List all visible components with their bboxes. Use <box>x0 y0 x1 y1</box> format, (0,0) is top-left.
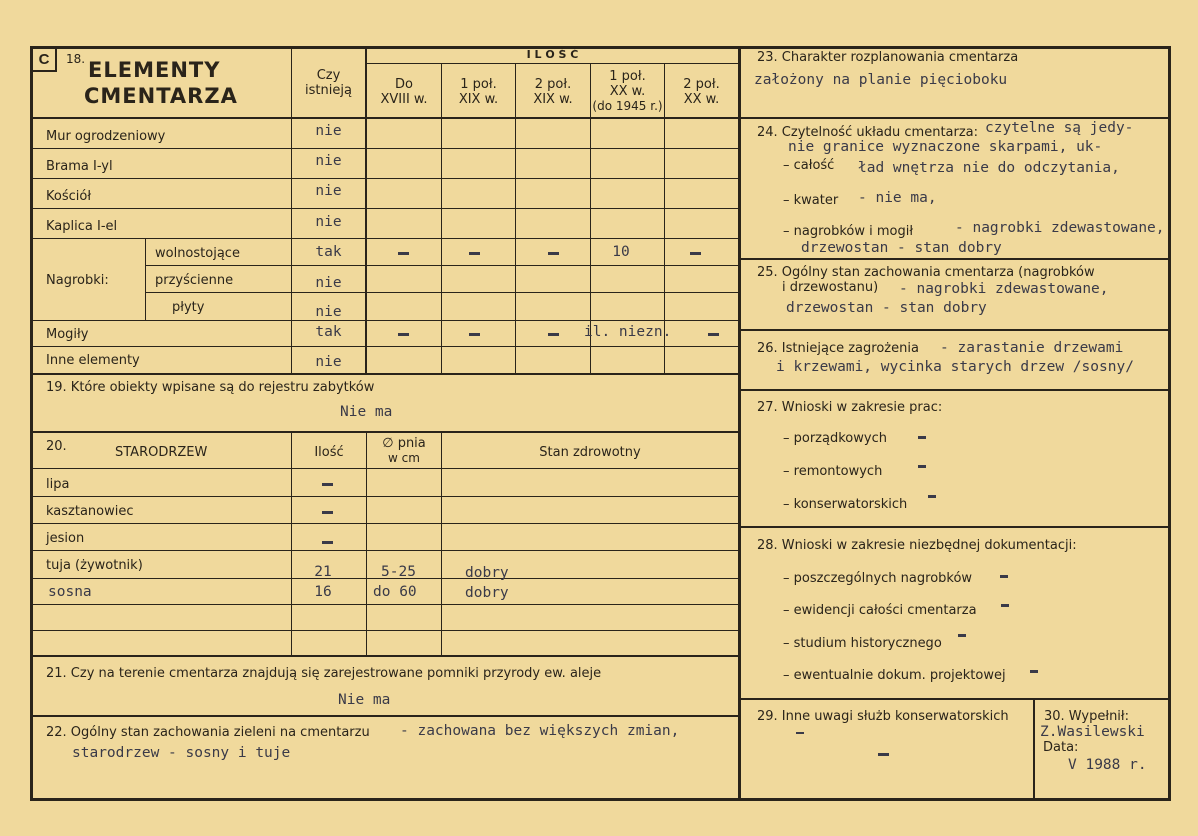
period-1-l1: Do <box>395 77 413 92</box>
row-label-mur: Mur ogrodzeniowy <box>46 129 166 144</box>
s20-col-diam-l2: w cm <box>388 451 420 465</box>
s28-value-2 <box>1001 604 1009 607</box>
s21-value: Nie ma <box>338 692 391 708</box>
period-5-l2: XX w. <box>683 92 720 107</box>
s27-item-1: – porządkowych <box>783 431 887 446</box>
s24-nagrobkow-value: - nagrobki zdewastowane, <box>955 220 1165 236</box>
tree-qty-kasztanowiec <box>322 511 333 514</box>
dash-mogily-p1 <box>398 333 409 336</box>
vline <box>291 431 292 655</box>
period-2-l1: 1 poł. <box>460 77 497 92</box>
s25-label-1: 25. Ogólny stan zachowania cmentarza (nagrobków <box>757 265 1095 280</box>
row-label-plyty: płyty <box>172 300 205 315</box>
sep-25 <box>738 329 1170 331</box>
tree-qty-jesion <box>322 541 333 544</box>
sep-19 <box>30 373 738 375</box>
s28-item-3: – studium historycznego <box>783 636 942 651</box>
s23-value: założony na planie pięcioboku <box>754 72 1008 88</box>
value-przyscienne: nie <box>315 275 342 291</box>
sep-row <box>30 208 738 209</box>
dash-mogily-p2 <box>469 333 480 336</box>
s29-label: 29. Inne uwagi służb konserwatorskich <box>757 709 1009 724</box>
s25-label-2: i drzewostanu) <box>782 280 879 295</box>
sep-23 <box>738 117 1170 119</box>
s24-kwater-value: - nie ma, <box>858 190 937 206</box>
s22-label: 22. Ogólny stan zachowania zieleni na cmentarzu <box>46 725 370 740</box>
tree-qty-lipa <box>322 483 333 486</box>
tree-health-sosna: dobry <box>465 585 509 601</box>
s19-value: Nie ma <box>340 404 393 420</box>
s27-value-2 <box>918 465 926 468</box>
vline <box>145 238 146 320</box>
tree-qty-tuja: 21 <box>314 564 332 580</box>
s24-value-3: ład wnętrza nie do odczytania, <box>858 160 1120 176</box>
sep-21 <box>30 655 738 657</box>
sep-row <box>30 148 738 149</box>
s26-label: 26. Istniejące zagrożenia <box>757 341 919 356</box>
sep-row <box>30 604 738 605</box>
vline <box>441 63 442 373</box>
frame-left <box>30 46 33 800</box>
s24-value-4: drzewostan - stan dobry <box>801 240 1002 256</box>
vline <box>441 431 442 655</box>
row-label-inne: Inne elementy <box>46 353 140 368</box>
s24-kwater-label: – kwater <box>783 193 839 208</box>
period-4-l2: XX w. <box>609 84 646 99</box>
nagrobki-label: Nagrobki: <box>46 273 109 288</box>
row-label-kaplica: Kaplica I-el <box>46 219 118 234</box>
sep-row <box>30 496 738 497</box>
s30-name: Z.Wasilewski <box>1040 724 1145 740</box>
col-exists-l1: Czy <box>316 68 341 83</box>
s29-mark <box>796 732 804 734</box>
dash-mogily-p3 <box>548 333 559 336</box>
dash-wolno-p3 <box>548 252 559 255</box>
sep-24 <box>738 258 1170 260</box>
col-exists-l2: istnieją <box>305 83 352 98</box>
c-mark: C <box>33 49 57 72</box>
tree-name-tuja: tuja (żywotnik) <box>46 558 143 573</box>
s23-label: 23. Charakter rozplanowania cmentarza <box>757 50 1019 65</box>
value-brama: nie <box>315 153 342 169</box>
value-plyty: nie <box>315 304 342 320</box>
sep-row <box>30 346 738 347</box>
tree-name-sosna: sosna <box>48 584 92 600</box>
value-mur: nie <box>315 123 342 139</box>
value-inne: nie <box>315 354 342 370</box>
tree-health-tuja: dobry <box>465 565 509 581</box>
row-label-mogily: Mogiły <box>46 327 89 342</box>
sep-20 <box>30 431 738 433</box>
row-label-wolnostojace: wolnostojące <box>155 246 240 261</box>
s25-value-1: - nagrobki zdewastowane, <box>899 281 1109 297</box>
period-3-l1: 2 poł. <box>534 77 572 92</box>
sep-row <box>30 630 738 631</box>
value-kosciol: nie <box>315 183 342 199</box>
s28-label: 28. Wnioski w zakresie niezbędnej dokumentacji: <box>757 538 1077 553</box>
sep-row <box>30 178 738 179</box>
sep-row <box>30 238 738 239</box>
s24-value-2: nie granice wyznaczone skarpami, uk- <box>788 139 1103 155</box>
frame-bottom <box>30 798 1171 801</box>
sep-row <box>30 550 738 551</box>
section-18-number: 18. <box>66 52 86 66</box>
period-4-l3: (do 1945 r.) <box>592 99 663 113</box>
s19-label: 19. Które obiekty wpisane są do rejestru zabytków <box>46 380 375 395</box>
tree-diam-sosna: do 60 <box>373 584 417 600</box>
period-5-l1: 2 poł. <box>683 77 720 92</box>
s28-value-3 <box>958 634 966 637</box>
vline-29-30 <box>1033 698 1035 801</box>
s28-value-1 <box>1000 575 1008 578</box>
s28-item-4: – ewentualnie dokum. projektowej <box>783 668 1006 683</box>
value-wolno-p4: 10 <box>612 244 630 260</box>
dash-wolno-p1 <box>398 252 409 255</box>
period-4-l1: 1 poł. <box>609 69 646 84</box>
s27-label: 27. Wnioski w zakresie prac: <box>757 400 943 415</box>
tree-diam-tuja: 5-25 <box>381 564 416 580</box>
sep-27 <box>738 526 1170 528</box>
ilosc-heading: I L O Ś Ć <box>526 48 579 61</box>
s25-value-2: drzewostan - stan dobry <box>786 300 987 316</box>
s20-title: STARODRZEW <box>115 445 208 460</box>
s30-date: V 1988 r. <box>1068 757 1147 773</box>
tree-qty-sosna: 16 <box>314 584 332 600</box>
s27-value-1 <box>918 436 926 439</box>
period-1-l2: XVIII w. <box>380 92 428 107</box>
s28-item-1: – poszczególnych nagrobków <box>783 571 973 586</box>
sep-row <box>30 468 738 469</box>
s22-value-2: starodrzew - sosny i tuje <box>72 745 291 761</box>
s26-value-1: - zarastanie drzewami <box>940 340 1124 356</box>
dash-wolno-p2 <box>469 252 480 255</box>
tree-name-lipa: lipa <box>46 477 70 492</box>
s28-value-4 <box>1030 670 1038 673</box>
s28-item-2: – ewidencji całości cmentarza <box>783 603 977 618</box>
s20-col-qty: Ilość <box>314 445 344 460</box>
row-label-brama: Brama I-yl <box>46 159 113 174</box>
s30-label: 30. Wypełnił: <box>1044 709 1129 724</box>
title-line1: ELEMENTY <box>88 58 221 82</box>
s20-number: 20. <box>46 439 67 454</box>
value-kaplica: nie <box>315 214 342 230</box>
sep-header <box>30 117 738 119</box>
value-mogily: tak <box>315 324 342 340</box>
sep-26 <box>738 389 1170 391</box>
s26-value-2: i krzewami, wycinka starych drzew /sosny/ <box>776 359 1134 375</box>
row-label-kosciol: Kościół <box>46 189 92 204</box>
value-mogily-p4: il. niezn. <box>584 324 672 340</box>
s24-label: 24. Czytelność układu cmentarza: <box>757 125 979 140</box>
s29-value <box>878 753 889 756</box>
value-wolnostojace: tak <box>315 244 342 260</box>
dash-wolno-p5 <box>690 252 701 255</box>
s20-col-diam-l1: ∅ pnia <box>382 436 426 451</box>
vline <box>515 63 516 373</box>
s27-item-2: – remontowych <box>783 464 883 479</box>
s30-date-label: Data: <box>1043 740 1079 755</box>
dash-mogily-p5 <box>708 333 719 336</box>
sep-22 <box>30 715 738 717</box>
tree-name-kasztanowiec: kasztanowiec <box>46 504 134 519</box>
period-2-l2: XIX w. <box>458 92 499 107</box>
ilosc-underline <box>365 63 738 64</box>
title-line2: CMENTARZA <box>84 84 238 108</box>
s24-value-1: czytelne są jedy- <box>985 120 1134 136</box>
s21-label: 21. Czy na terenie cmentarza znajdują się zarejestrowane pomniki przyrody ew. aleje <box>46 666 602 681</box>
row-label-przyscienne: przyścienne <box>155 273 234 288</box>
frame-right <box>1168 46 1171 801</box>
column-divider <box>738 46 741 801</box>
period-3-l2: XIX w. <box>533 92 573 107</box>
s20-col-health: Stan zdrowotny <box>539 445 641 460</box>
s24-nagrobkow-label: – nagrobków i mogił <box>783 224 914 239</box>
sep-row <box>30 320 738 321</box>
s27-value-3 <box>928 495 936 498</box>
sep-28 <box>738 698 1170 700</box>
s24-calosc-label: – całość <box>783 158 835 173</box>
sep-row <box>30 523 738 524</box>
s27-item-3: – konserwatorskich <box>783 497 908 512</box>
tree-name-jesion: jesion <box>46 531 85 546</box>
s22-value-1: - zachowana bez większych zmian, <box>400 723 680 739</box>
